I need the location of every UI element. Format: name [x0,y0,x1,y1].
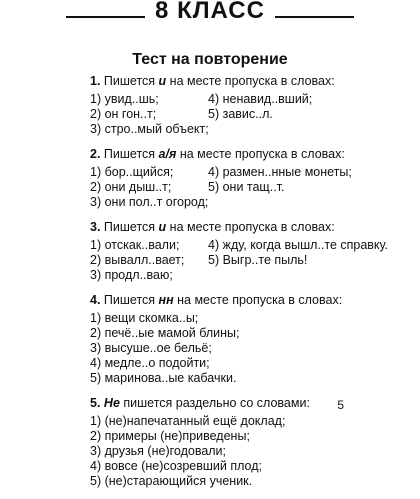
answer-option: 4) размен..нные монеты; [208,165,352,179]
question-2 [90,147,370,210]
answer-option: 3) стро..мый объект; [90,122,209,136]
answer-option: 3) друзья (не)годовали; [90,444,227,458]
question-letter: нн [158,293,174,307]
question-text-rest: на месте пропуска в словах: [169,74,335,88]
question-emph: Не [103,396,120,410]
question-text: Пишется [103,220,156,234]
answer-option: 1) отскак..вали; [90,238,180,252]
question-5 [90,396,370,489]
answer-option: 5) маринова..ые кабачки. [90,371,237,385]
questions [90,74,389,499]
header-title-text: 8 КЛАСС [145,0,275,24]
question-text-rest: на месте пропуска в словах: [179,147,345,161]
answer-options [90,238,389,283]
answer-option: 1) (не)напечатанный ещё доклад; [90,414,286,428]
answer-option: 2) они дыш..т; [90,180,172,194]
question-number: 1. [90,74,101,88]
answer-option: 3) высуше..ое бельё; [90,341,212,355]
question-2-text [90,147,370,162]
answer-option: 1) бор..щийся; [90,165,174,179]
answer-option: 5) Выгр..те пыль! [208,253,308,267]
answer-option: 4) ненавид..вший; [208,92,313,106]
answer-options [90,165,370,210]
question-number: 3. [90,220,101,234]
question-number: 5. [90,396,101,410]
question-3 [90,220,389,283]
answer-options [90,92,370,137]
question-text: Пишется [103,293,156,307]
answer-options [90,414,370,489]
answer-option: 1) вещи скомка..ы; [90,311,199,325]
answer-option: 2) вывалл..вает; [90,253,185,267]
answer-options [90,311,370,386]
answer-option: 4) жду, когда вышл..те справку. [208,238,389,252]
answer-option: 5) завис..л. [208,107,273,121]
answer-option: 3) продл..ваю; [90,268,173,282]
page-number: 5 [337,398,344,412]
header-title [0,0,420,22]
question-letter: и [158,220,167,234]
page-header [0,0,420,24]
answer-option: 3) они пол..т огород; [90,195,209,209]
answer-option: 2) примеры (не)приведены; [90,429,250,443]
answer-option: 4) медле..о подойти; [90,356,210,370]
answer-option: 2) печё..ые мамой блины; [90,326,240,340]
question-text-rest: на месте пропуска в словах: [177,293,343,307]
question-4-text [90,293,370,308]
answer-option: 5) они тащ..т. [208,180,285,194]
question-text: Пишется [103,74,156,88]
question-number: 4. [90,293,101,307]
question-letter: а/я [158,147,177,161]
question-5-text [90,396,370,411]
question-number: 2. [90,147,101,161]
question-1 [90,74,370,137]
test-title: Тест на повторение [132,51,288,68]
question-text: Пишется [103,147,156,161]
question-3-text [90,220,370,235]
question-letter: и [158,74,167,88]
answer-option: 4) вовсе (не)созревший плод; [90,459,262,473]
question-text-rest: на месте пропуска в словах: [169,220,335,234]
answer-option: 1) увид..шь; [90,92,159,106]
answer-option: 2) он гон..т; [90,107,157,121]
question-1-text [90,74,370,89]
answer-option: 5) (не)старающийся ученик. [90,474,253,488]
question-4 [90,293,370,386]
question-text-rest: пишется раздельно со словами: [123,396,310,410]
